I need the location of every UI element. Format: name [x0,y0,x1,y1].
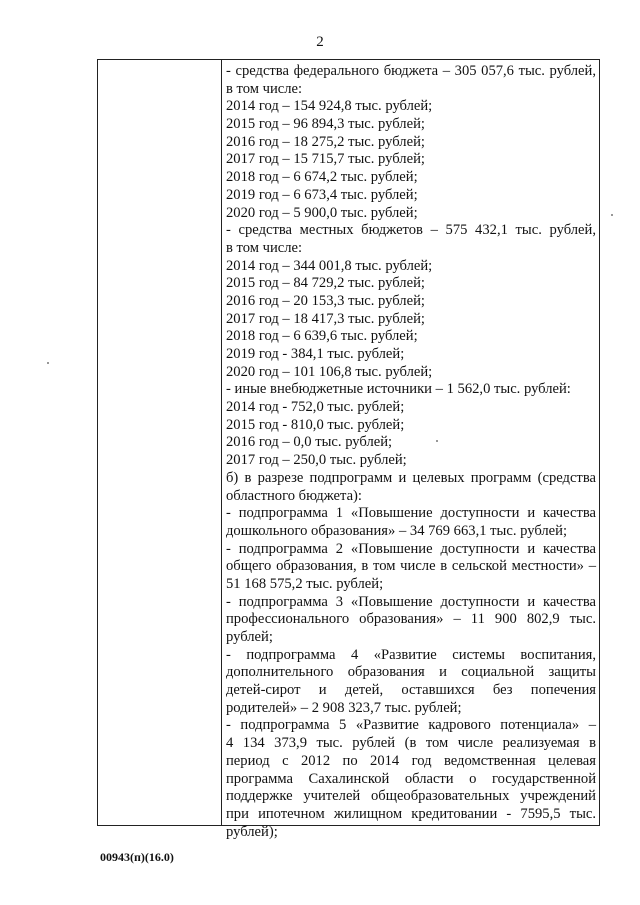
text-line: 2015 год - 810,0 тыс. рублей; [226,416,405,433]
text-line: 2018 год – 6 639,6 тыс. рублей; [226,328,418,345]
document-table [97,59,600,840]
text-line: при ипотечном жилищном кредитовании - 7595,5 тыс. [226,805,596,822]
text-line: 2016 год – 0,0 тыс. рублей; [226,434,393,451]
text-line: период с 2012 по 2014 год ведомственная целевая [226,752,596,769]
text-line: общего образования, в том числе в сельской местности» – [226,558,596,575]
text-line: 2015 год – 84 729,2 тыс. рублей; [226,275,425,292]
text-line: - подпрограмма 3 «Повышение доступности и качества [226,593,596,610]
text-line: родителей» – 2 908 323,7 тыс. рублей; [226,699,462,716]
text-line: детей-сирот и детей, оставшихся без попечения [226,682,596,699]
text-line: - подпрограмма 5 «Развитие кадрового потенциала» – [226,717,596,734]
text-line: дополнительного образования и социальной защиты [226,664,596,681]
text-line: б) в разрезе подпрограмм и целевых программ (средства [226,469,596,486]
text-line: программа Сахалинской области о государственной [226,770,596,787]
text-line: - средства федерального бюджета – 305 057,6 тыс. рублей, [226,63,596,79]
text-line: в том числе: [226,239,303,256]
text-line: 2018 год – 6 674,2 тыс. рублей; [226,169,418,186]
text-line: - средства местных бюджетов – 575 432,1 тыс. рублей, [226,222,596,239]
text-line: в том числе: [226,80,303,97]
text-line: 2020 год – 101 106,8 тыс. рублей; [226,363,433,380]
document-code: 00943(п)(16.0) [100,850,174,864]
text-line: 2015 год – 96 894,3 тыс. рублей; [226,116,425,133]
text-line: 2017 год – 250,0 тыс. рублей; [226,452,407,469]
text-line: дошкольного образования» – 34 769 663,1 тыс. рублей; [226,522,568,539]
text-line: - подпрограмма 2 «Повышение доступности и качества [226,540,596,557]
text-line: - подпрограмма 4 «Развитие системы воспитания, [226,646,596,663]
page-number: 2 [316,34,324,50]
table-right-cell [226,63,596,841]
text-line: 2019 год – 6 673,4 тыс. рублей; [226,186,418,203]
text-line: - подпрограмма 1 «Повышение доступности и качества [226,505,596,522]
scan-speck [611,214,613,216]
text-line: областного бюджета): [226,487,362,504]
text-line: 4 134 373,9 тыс. рублей (в том числе реализуемая в [226,735,596,752]
text-line: 2014 год - 752,0 тыс. рублей; [226,399,405,416]
text-line: 2016 год – 18 275,2 тыс. рублей; [226,133,425,150]
text-line: 2016 год – 20 153,3 тыс. рублей; [226,292,425,309]
text-line: - иные внебюджетные источники – 1 562,0 тыс. рублей: [226,381,571,398]
table-left-cell [98,60,222,825]
text-line: 2017 год – 15 715,7 тыс. рублей; [226,151,425,168]
text-line: 51 168 575,2 тыс. рублей; [226,575,384,592]
scan-speck [47,362,49,364]
text-line: 2020 год – 5 900,0 тыс. рублей; [226,204,418,221]
text-line: рублей); [226,823,278,840]
text-line: 2019 год - 384,1 тыс. рублей; [226,346,405,362]
text-line: профессионального образования» – 11 900 802,9 тыс. [226,611,596,628]
text-line: 2014 год – 154 924,8 тыс. рублей; [226,98,433,115]
text-line: рублей; [226,629,273,645]
scan-speck [436,440,438,442]
text-line: 2017 год – 18 417,3 тыс. рублей; [226,310,425,327]
text-line: поддержке учителей общеобразовательных учреждений [226,788,596,805]
text-line: 2014 год – 344 001,8 тыс. рублей; [226,257,433,274]
